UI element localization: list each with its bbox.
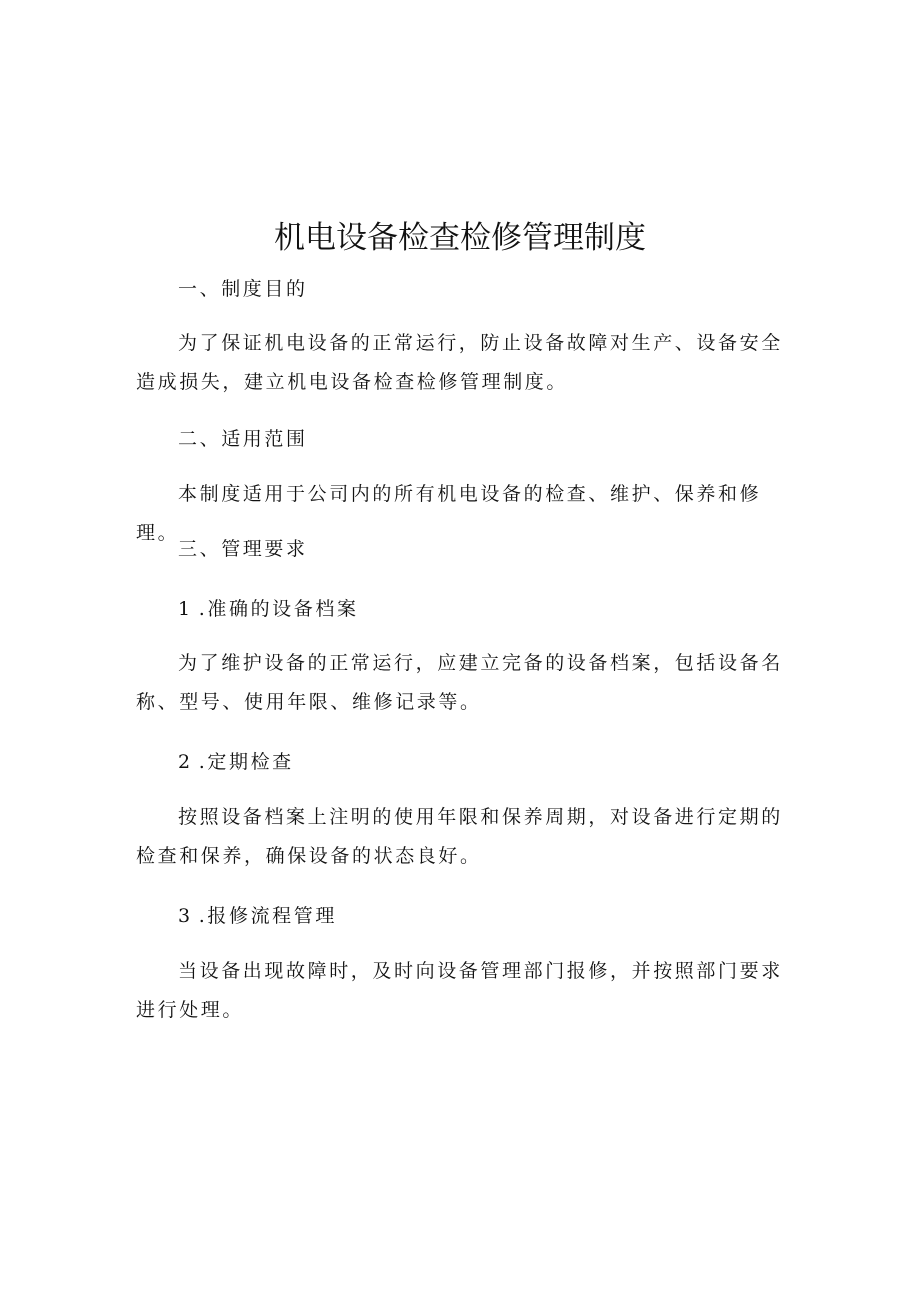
section-heading-requirements: 三、管理要求 bbox=[178, 538, 308, 560]
requirement-item-title: .报修流程管理 bbox=[198, 905, 337, 927]
section-heading-scope: 二、适用范围 bbox=[178, 428, 308, 450]
requirement-item-number: 1 bbox=[178, 598, 191, 620]
requirement-item-heading bbox=[178, 743, 294, 782]
paragraph-requirement-2: 按照设备档案上注明的使用年限和保养周期，对设备进行定期的检查和保养，确保设备的状态良好。 bbox=[136, 806, 783, 867]
requirement-item-heading bbox=[178, 897, 337, 936]
paragraph-requirement-1: 为了维护设备的正常运行，应建立完备的设备档案，包括设备名称、型号、使用年限、维修记录等。 bbox=[136, 652, 783, 713]
paragraph-scope: 本制度适用于公司内的所有机电设备的检查、维护、保养和修理。 bbox=[136, 483, 762, 544]
requirement-item-heading bbox=[178, 590, 359, 629]
requirement-item-number: 3 bbox=[178, 905, 191, 927]
requirement-item-title: .准确的设备档案 bbox=[198, 598, 359, 620]
requirement-item-title: .定期检查 bbox=[198, 751, 294, 773]
paragraph-requirement-3: 当设备出现故障时，及时向设备管理部门报修，并按照部门要求进行处理。 bbox=[136, 960, 783, 1021]
section-heading-purpose: 一、制度目的 bbox=[178, 278, 308, 300]
paragraph-purpose: 为了保证机电设备的正常运行，防止设备故障对生产、设备安全造成损失，建立机电设备检查检修管理制度。 bbox=[136, 332, 783, 393]
requirement-item-number: 2 bbox=[178, 751, 191, 773]
document-title: 机电设备检查检修管理制度 bbox=[274, 220, 646, 256]
